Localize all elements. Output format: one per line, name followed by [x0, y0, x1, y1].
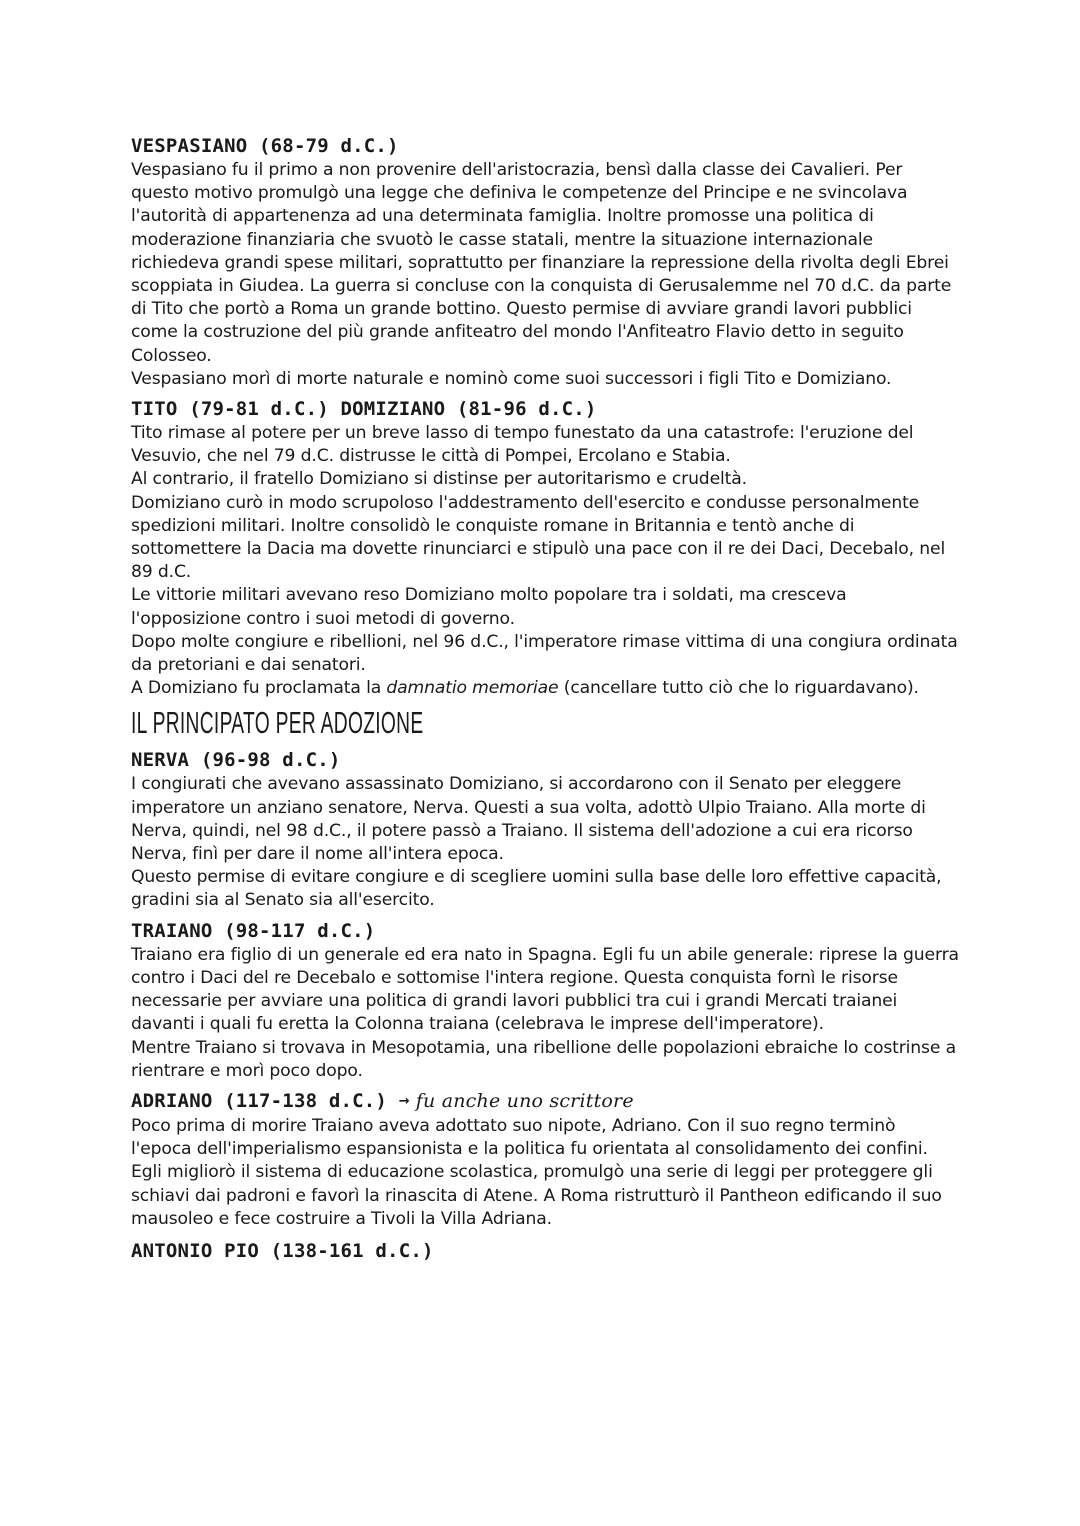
paragraph-domiziano-5: Dopo molte congiure e ribellioni, nel 96 d.C., l'imperatore rimase vittima di una congiura ordinata da pretoriani e dai senatori.: [131, 631, 958, 676]
heading-nerva: NERVA (96-98 d.C.): [131, 749, 341, 772]
heading-traiano: TRAIANO (98-117 d.C.): [131, 919, 376, 942]
heading-adriano-row: [131, 1089, 961, 1114]
paragraph-tito-1: Tito rimase al potere per un breve lasso di tempo funestato da una catastrofe: l'eruzione del Vesuvio, che nel 79 d.C. distrusse le città di Pompei, Ercolano e Stabia.: [131, 423, 914, 467]
paragraph-domiziano-3: Domiziano curò in modo scrupoloso l'addestramento dell'esercito e condusse personalmente spedizioni militari. Inoltre consolidò le conquiste romane in Britannia e tentò anche di sottomettere la Dacia ma dovette rinunciarci e stipulò una pace con il re dei Daci, Decebalo, nel 89 d.C.: [131, 492, 946, 583]
paragraph-vespasiano-2: Vespasiano morì di morte naturale e nominò come suoi successori i figli Tito e Domiziano.: [131, 368, 892, 389]
heading-tito-domiziano: TITO (79-81 d.C.) DOMIZIANO (81-96 d.C.): [131, 398, 597, 421]
paragraph-traiano-1: Traiano era figlio di un generale ed era nato in Spagna. Egli fu un abile generale: riprese la guerra contro i Daci del re Decebalo e sottomise l'intera regione. Questa conquista fornì le risorse necessarie per avviare una politica di grandi lavori pubblici tra cui i grandi Mercati traianei davanti i quali fu eretta la Colonna traiana (celebrava le imprese dell'imperatore).: [131, 944, 959, 1035]
heading-adriano: ADRIANO (117-138 d.C.): [131, 1089, 388, 1112]
paragraph-domiziano-2: Al contrario, il fratello Domiziano si distinse per autoritarismo e crudeltà.: [131, 469, 747, 490]
damnatio-text-after: (cancellare tutto ciò che lo riguardavano).: [558, 678, 919, 699]
document-page: [131, 134, 961, 1264]
paragraph-traiano-2: Mentre Traiano si trovava in Mesopotamia, una ribellione delle popolazioni ebraiche lo costrinse a rientrare e morì poco dopo.: [131, 1037, 956, 1081]
paragraph-nerva-1: I congiurati che avevano assassinato Domiziano, si accordarono con il Senato per eleggere imperatore un anziano senatore, Nerva. Questi a sua volta, adottò Ulpio Traiano. Alla morte di Nerva, quindi, nel 98 d.C., il potere passò a Traiano. Il sistema dell'adozione a cui era ricorso Nerva, finì per dare il nome all'intera epoca.: [131, 774, 926, 865]
paragraph-adriano-2: Egli migliorò il sistema di educazione scolastica, promulgò una serie di leggi per proteggere gli schiavi dai padroni e favorì la rinascita di Atene. A Roma ristrutturò il Pantheon edificando il suo mausoleo e fece costruire a Tivoli la Villa Adriana.: [131, 1162, 942, 1229]
damnatio-text-before: A Domiziano fu proclamata la: [131, 678, 387, 699]
paragraph-vespasiano-1: Vespasiano fu il primo a non provenire dell'aristocrazia, bensì dalla classe dei Cavalieri. Per questo motivo promulgò una legge che definiva le competenze del Principe e ne svincolava l'autorità di appartenenza ad una determinata famiglia. Inoltre promosse una politica di moderazione finanziaria che svuotò le casse statali, mentre la situazione internazionale richiedeva grandi spese militari, soprattutto per finanziare la repressione della rivolta degli Ebrei scoppiata in Giudea. La guerra si concluse con la conquista di Gerusalemme nel 70 d.C. da parte di Tito che portò a Roma un grande bottino. Questo permise di avviare grandi lavori pubblici come la costruzione del più grande anfiteatro del mondo l'Anfiteatro Flavio detto in seguito Colosseo.: [131, 160, 952, 366]
arrow-right-icon: →: [398, 1093, 410, 1109]
paragraph-adriano-1: Poco prima di morire Traiano aveva adottato suo nipote, Adriano. Con il suo regno terminò l'epoca dell'imperialismo espansionista e la politica fu orientata al consolidamento dei confini.: [131, 1115, 928, 1160]
heading-vespasiano: VESPASIANO (68-79 d.C.): [131, 135, 399, 157]
paragraph-domiziano-4: Le vittorie militari avevano reso Domiziano molto popolare tra i soldati, ma cresceva l'opposizione contro i suoi metodi di governo.: [131, 585, 847, 629]
damnatio-memoriae-italic: damnatio memoriae: [386, 678, 559, 699]
section-title-principato: IL PRINCIPATO PER ADOZIONE: [131, 705, 424, 741]
heading-antonio-pio: ANTONIO PIO (138-161 d.C.): [131, 1239, 434, 1262]
annotation-adriano: fu anche uno scrittore: [415, 1089, 634, 1112]
paragraph-nerva-2: Questo permise di evitare congiure e di scegliere uomini sulla base delle loro effettive capacità, gradini sia al Senato sia all'esercito.: [131, 867, 942, 911]
paragraph-domiziano-6: [131, 677, 961, 700]
